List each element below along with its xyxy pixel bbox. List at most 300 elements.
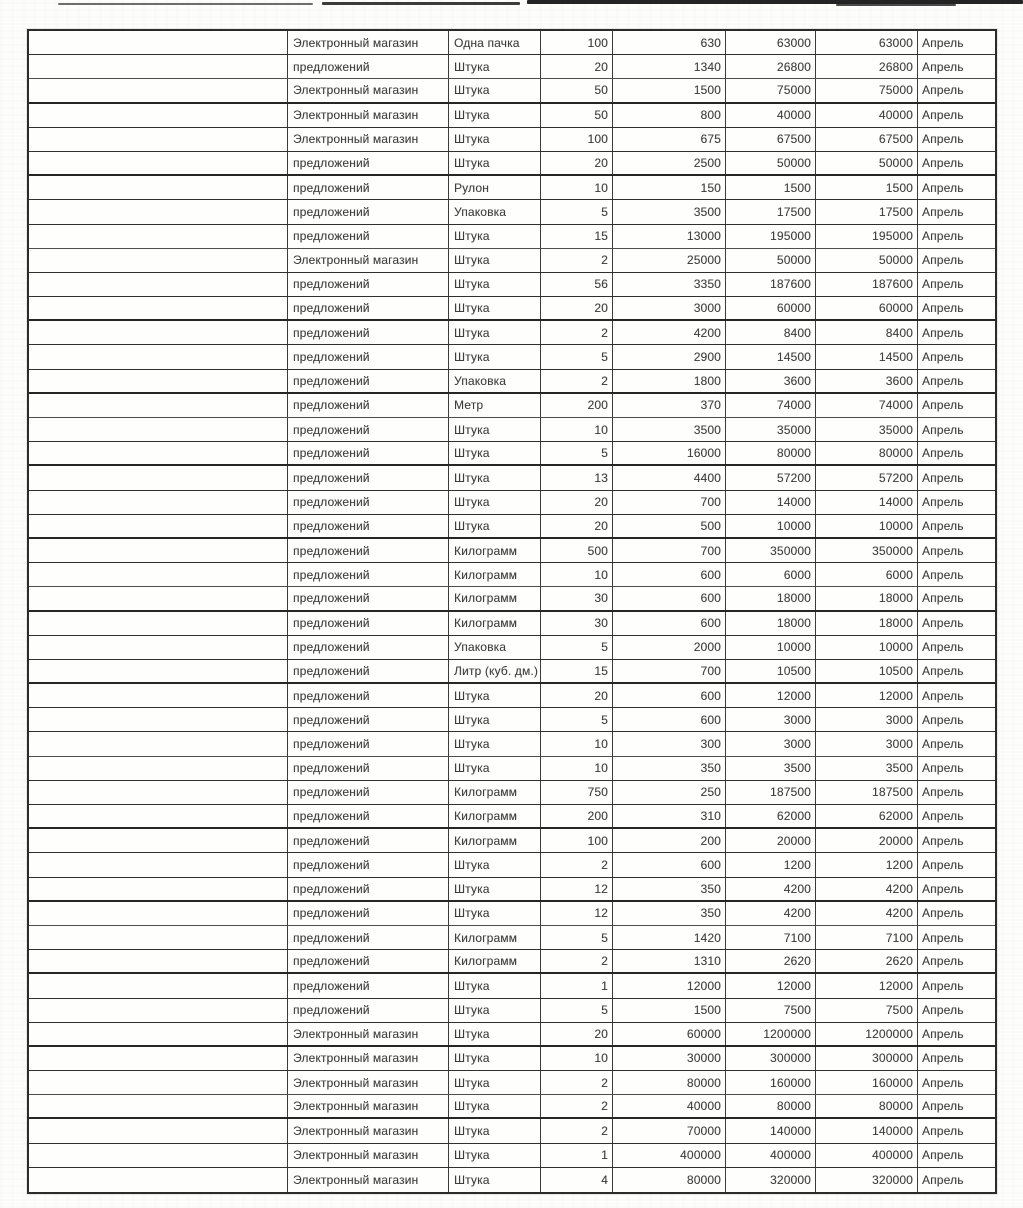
cell-amount: 350000 (725, 539, 815, 562)
table-row (29, 515, 995, 539)
cell-month: Апрель (917, 950, 995, 972)
cell-amount: 3600 (725, 370, 815, 392)
cell-blank (29, 805, 287, 827)
cell-quantity: 200 (540, 394, 612, 417)
cell-source: предложений (287, 273, 448, 296)
cell-month: Апрель (917, 999, 995, 1022)
cell-quantity: 13 (540, 466, 612, 489)
cell-quantity: 750 (540, 781, 612, 804)
scanner-edge-artifact (322, 2, 520, 5)
cell-month: Апрель (917, 1071, 995, 1094)
cell-blank (29, 563, 287, 586)
cell-source: предложений (287, 878, 448, 900)
cell-amount: 140000 (725, 1119, 815, 1142)
cell-total: 187500 (815, 781, 917, 804)
cell-unit: Штука (448, 297, 540, 319)
cell-month: Апрель (917, 829, 995, 852)
cell-price: 310 (612, 805, 725, 827)
cell-price: 3350 (612, 273, 725, 296)
cell-month: Апрель (917, 636, 995, 659)
cell-blank (29, 515, 287, 537)
table-row (29, 321, 995, 345)
cell-total: 12000 (815, 974, 917, 997)
cell-month: Апрель (917, 539, 995, 562)
cell-price: 600 (612, 587, 725, 609)
cell-source: предложений (287, 225, 448, 248)
cell-quantity: 10 (540, 732, 612, 755)
table-row (29, 394, 995, 418)
cell-blank (29, 104, 287, 127)
cell-amount: 7100 (725, 926, 815, 949)
cell-unit: Штука (448, 757, 540, 780)
cell-month: Апрель (917, 466, 995, 489)
cell-source: предложений (287, 563, 448, 586)
cell-total: 2620 (815, 950, 917, 972)
cell-unit: Килограмм (448, 587, 540, 609)
table-row (29, 539, 995, 563)
table-row (29, 1119, 995, 1143)
cell-unit: Штука (448, 708, 540, 731)
cell-price: 300 (612, 732, 725, 755)
table-row (29, 829, 995, 853)
cell-price: 370 (612, 394, 725, 417)
table-row (29, 708, 995, 732)
cell-amount: 3500 (725, 757, 815, 780)
cell-source: предложений (287, 708, 448, 731)
cell-total: 350000 (815, 539, 917, 562)
cell-source: предложений (287, 902, 448, 925)
cell-unit: Штука (448, 345, 540, 368)
cell-total: 140000 (815, 1119, 917, 1142)
cell-total: 50000 (815, 249, 917, 272)
cell-price: 400000 (612, 1144, 725, 1167)
cell-source: Электронный магазин (287, 1144, 448, 1167)
cell-amount: 14000 (725, 491, 815, 514)
cell-quantity: 2 (540, 1119, 612, 1142)
cell-blank (29, 539, 287, 562)
cell-unit: Штука (448, 878, 540, 900)
cell-amount: 50000 (725, 152, 815, 174)
cell-total: 35000 (815, 418, 917, 441)
cell-month: Апрель (917, 297, 995, 319)
cell-blank (29, 781, 287, 804)
cell-source: Электронный магазин (287, 1119, 448, 1142)
cell-blank (29, 878, 287, 900)
cell-blank (29, 587, 287, 609)
cell-source: предложений (287, 757, 448, 780)
cell-price: 250 (612, 781, 725, 804)
cell-month: Апрель (917, 321, 995, 344)
cell-price: 2500 (612, 152, 725, 174)
table-row (29, 805, 995, 829)
cell-quantity: 20 (540, 152, 612, 174)
cell-blank (29, 999, 287, 1022)
cell-unit: Штука (448, 1095, 540, 1117)
cell-amount: 80000 (725, 1095, 815, 1117)
table-row (29, 1144, 995, 1168)
cell-amount: 62000 (725, 805, 815, 827)
cell-price: 1800 (612, 370, 725, 392)
cell-month: Апрель (917, 128, 995, 151)
cell-blank (29, 1047, 287, 1070)
cell-price: 60000 (612, 1023, 725, 1045)
cell-unit: Штука (448, 225, 540, 248)
cell-month: Апрель (917, 902, 995, 925)
cell-source: предложений (287, 345, 448, 368)
table-row (29, 1023, 995, 1047)
cell-blank (29, 636, 287, 659)
cell-month: Апрель (917, 1119, 995, 1142)
cell-quantity: 5 (540, 636, 612, 659)
cell-unit: Штука (448, 249, 540, 272)
cell-quantity: 5 (540, 926, 612, 949)
table-row (29, 563, 995, 587)
cell-blank (29, 321, 287, 344)
cell-total: 75000 (815, 79, 917, 101)
cell-price: 3000 (612, 297, 725, 319)
cell-amount: 160000 (725, 1071, 815, 1094)
cell-price: 800 (612, 104, 725, 127)
cell-total: 187600 (815, 273, 917, 296)
cell-blank (29, 1119, 287, 1142)
cell-blank (29, 345, 287, 368)
cell-blank (29, 757, 287, 780)
cell-price: 1500 (612, 999, 725, 1022)
cell-source: Электронный магазин (287, 1071, 448, 1094)
cell-amount: 20000 (725, 829, 815, 852)
cell-quantity: 12 (540, 902, 612, 925)
cell-source: Электронный магазин (287, 31, 448, 54)
cell-source: предложений (287, 466, 448, 489)
cell-source: предложений (287, 539, 448, 562)
cell-source: предложений (287, 950, 448, 972)
cell-month: Апрель (917, 442, 995, 464)
cell-blank (29, 79, 287, 101)
cell-unit: Упаковка (448, 200, 540, 223)
cell-unit: Штука (448, 1119, 540, 1142)
cell-source: Электронный магазин (287, 1023, 448, 1045)
table-row (29, 370, 995, 394)
cell-unit: Штука (448, 1047, 540, 1070)
cell-quantity: 5 (540, 708, 612, 731)
cell-total: 12000 (815, 684, 917, 707)
cell-month: Апрель (917, 974, 995, 997)
cell-unit: Килограмм (448, 926, 540, 949)
cell-source: предложений (287, 297, 448, 319)
cell-source: предложений (287, 55, 448, 78)
cell-source: предложений (287, 200, 448, 223)
cell-month: Апрель (917, 1095, 995, 1117)
cell-unit: Штука (448, 491, 540, 514)
cell-quantity: 100 (540, 31, 612, 54)
table-row (29, 55, 995, 79)
cell-blank (29, 950, 287, 972)
table-row (29, 781, 995, 805)
cell-amount: 195000 (725, 225, 815, 248)
cell-source: предложений (287, 781, 448, 804)
cell-total: 10000 (815, 636, 917, 659)
cell-amount: 10000 (725, 636, 815, 659)
cell-price: 350 (612, 902, 725, 925)
cell-total: 63000 (815, 31, 917, 54)
cell-quantity: 50 (540, 79, 612, 101)
cell-price: 80000 (612, 1168, 725, 1192)
cell-price: 600 (612, 684, 725, 707)
cell-price: 600 (612, 853, 725, 876)
cell-total: 4200 (815, 902, 917, 925)
cell-total: 10500 (815, 660, 917, 682)
cell-quantity: 10 (540, 757, 612, 780)
cell-price: 1500 (612, 79, 725, 101)
cell-blank (29, 974, 287, 997)
cell-month: Апрель (917, 225, 995, 248)
cell-quantity: 30 (540, 612, 612, 635)
cell-source: Электронный магазин (287, 249, 448, 272)
cell-blank (29, 176, 287, 199)
cell-quantity: 20 (540, 297, 612, 319)
cell-amount: 14500 (725, 345, 815, 368)
table-row (29, 878, 995, 902)
cell-month: Апрель (917, 805, 995, 827)
table-row (29, 200, 995, 224)
cell-total: 74000 (815, 394, 917, 417)
table-row (29, 684, 995, 708)
cell-quantity: 1 (540, 1144, 612, 1167)
table-row (29, 902, 995, 926)
cell-month: Апрель (917, 55, 995, 78)
cell-price: 675 (612, 128, 725, 151)
cell-quantity: 200 (540, 805, 612, 827)
table-row (29, 466, 995, 490)
cell-total: 60000 (815, 297, 917, 319)
cell-source: предложений (287, 926, 448, 949)
cell-month: Апрель (917, 1023, 995, 1045)
table-row (29, 636, 995, 660)
cell-price: 4200 (612, 321, 725, 344)
cell-unit: Штука (448, 1071, 540, 1094)
cell-amount: 3000 (725, 732, 815, 755)
cell-month: Апрель (917, 708, 995, 731)
table-row (29, 418, 995, 442)
cell-total: 195000 (815, 225, 917, 248)
cell-amount: 1500 (725, 176, 815, 199)
cell-blank (29, 200, 287, 223)
cell-price: 1420 (612, 926, 725, 949)
cell-quantity: 5 (540, 345, 612, 368)
cell-blank (29, 660, 287, 682)
cell-unit: Литр (куб. дм.) (448, 660, 540, 682)
cell-price: 350 (612, 878, 725, 900)
cell-source: предложений (287, 587, 448, 609)
table-row (29, 732, 995, 756)
cell-month: Апрель (917, 394, 995, 417)
cell-blank (29, 1023, 287, 1045)
table-row (29, 128, 995, 152)
table-row (29, 31, 995, 55)
cell-source: предложений (287, 612, 448, 635)
cell-price: 200 (612, 829, 725, 852)
cell-month: Апрель (917, 249, 995, 272)
cell-amount: 7500 (725, 999, 815, 1022)
table-row (29, 950, 995, 974)
cell-unit: Упаковка (448, 370, 540, 392)
cell-amount: 2620 (725, 950, 815, 972)
table-row (29, 491, 995, 515)
cell-amount: 4200 (725, 878, 815, 900)
cell-price: 700 (612, 539, 725, 562)
cell-unit: Штука (448, 152, 540, 174)
cell-total: 57200 (815, 466, 917, 489)
cell-blank (29, 152, 287, 174)
cell-month: Апрель (917, 587, 995, 609)
cell-quantity: 4 (540, 1168, 612, 1192)
cell-blank (29, 853, 287, 876)
cell-total: 10000 (815, 515, 917, 537)
cell-amount: 26800 (725, 55, 815, 78)
cell-unit: Штука (448, 128, 540, 151)
cell-month: Апрель (917, 515, 995, 537)
cell-quantity: 2 (540, 853, 612, 876)
cell-unit: Килограмм (448, 563, 540, 586)
cell-source: Электронный магазин (287, 128, 448, 151)
cell-blank (29, 370, 287, 392)
cell-source: предложений (287, 442, 448, 464)
cell-unit: Штука (448, 1023, 540, 1045)
cell-amount: 80000 (725, 442, 815, 464)
cell-unit: Штука (448, 321, 540, 344)
cell-quantity: 100 (540, 829, 612, 852)
cell-source: предложений (287, 732, 448, 755)
cell-price: 30000 (612, 1047, 725, 1070)
cell-price: 12000 (612, 974, 725, 997)
cell-month: Апрель (917, 31, 995, 54)
cell-blank (29, 249, 287, 272)
cell-quantity: 1 (540, 974, 612, 997)
cell-month: Апрель (917, 1047, 995, 1070)
table-row (29, 660, 995, 684)
cell-amount: 400000 (725, 1144, 815, 1167)
cell-blank (29, 926, 287, 949)
table-row (29, 79, 995, 103)
table-row (29, 757, 995, 781)
cell-price: 3500 (612, 418, 725, 441)
cell-amount: 57200 (725, 466, 815, 489)
cell-blank (29, 31, 287, 54)
cell-amount: 300000 (725, 1047, 815, 1070)
cell-quantity: 20 (540, 515, 612, 537)
cell-price: 700 (612, 491, 725, 514)
cell-total: 20000 (815, 829, 917, 852)
cell-amount: 63000 (725, 31, 815, 54)
cell-price: 2900 (612, 345, 725, 368)
cell-total: 4200 (815, 878, 917, 900)
cell-month: Апрель (917, 660, 995, 682)
cell-amount: 4200 (725, 902, 815, 925)
scanner-edge-artifact (58, 3, 313, 5)
cell-unit: Штука (448, 104, 540, 127)
cell-total: 14000 (815, 491, 917, 514)
cell-blank (29, 128, 287, 151)
cell-quantity: 30 (540, 587, 612, 609)
cell-total: 18000 (815, 612, 917, 635)
cell-month: Апрель (917, 152, 995, 174)
cell-unit: Штука (448, 684, 540, 707)
cell-quantity: 5 (540, 999, 612, 1022)
cell-quantity: 20 (540, 491, 612, 514)
cell-unit: Килограмм (448, 950, 540, 972)
cell-total: 40000 (815, 104, 917, 127)
cell-amount: 1200 (725, 853, 815, 876)
cell-unit: Штука (448, 55, 540, 78)
cell-quantity: 5 (540, 442, 612, 464)
cell-source: предложений (287, 370, 448, 392)
cell-amount: 75000 (725, 79, 815, 101)
cell-quantity: 15 (540, 225, 612, 248)
cell-blank (29, 273, 287, 296)
cell-total: 26800 (815, 55, 917, 78)
cell-total: 7100 (815, 926, 917, 949)
cell-unit: Килограмм (448, 781, 540, 804)
cell-month: Апрель (917, 732, 995, 755)
cell-amount: 18000 (725, 612, 815, 635)
cell-total: 7500 (815, 999, 917, 1022)
cell-source: предложений (287, 974, 448, 997)
cell-source: предложений (287, 418, 448, 441)
table-row (29, 1047, 995, 1071)
cell-unit: Метр (448, 394, 540, 417)
cell-quantity: 12 (540, 878, 612, 900)
cell-blank (29, 55, 287, 78)
cell-unit: Штука (448, 442, 540, 464)
cell-price: 16000 (612, 442, 725, 464)
table-row (29, 225, 995, 249)
cell-month: Апрель (917, 878, 995, 900)
cell-month: Апрель (917, 612, 995, 635)
cell-unit: Рулон (448, 176, 540, 199)
cell-unit: Килограмм (448, 805, 540, 827)
cell-amount: 17500 (725, 200, 815, 223)
cell-total: 50000 (815, 152, 917, 174)
cell-month: Апрель (917, 418, 995, 441)
cell-price: 4400 (612, 466, 725, 489)
cell-blank (29, 684, 287, 707)
cell-quantity: 20 (540, 684, 612, 707)
cell-month: Апрель (917, 79, 995, 101)
cell-price: 350 (612, 757, 725, 780)
cell-total: 320000 (815, 1168, 917, 1192)
cell-price: 3500 (612, 200, 725, 223)
cell-quantity: 15 (540, 660, 612, 682)
cell-total: 3000 (815, 708, 917, 731)
cell-total: 67500 (815, 128, 917, 151)
cell-quantity: 10 (540, 563, 612, 586)
cell-source: предложений (287, 152, 448, 174)
scanner-edge-artifact (836, 4, 956, 6)
cell-source: предложений (287, 660, 448, 682)
cell-amount: 67500 (725, 128, 815, 151)
table-row (29, 1095, 995, 1119)
cell-month: Апрель (917, 200, 995, 223)
cell-source: предложений (287, 491, 448, 514)
cell-month: Апрель (917, 781, 995, 804)
cell-blank (29, 708, 287, 731)
cell-price: 80000 (612, 1071, 725, 1094)
cell-amount: 74000 (725, 394, 815, 417)
cell-unit: Килограмм (448, 829, 540, 852)
cell-unit: Штука (448, 515, 540, 537)
cell-amount: 10500 (725, 660, 815, 682)
cell-month: Апрель (917, 104, 995, 127)
